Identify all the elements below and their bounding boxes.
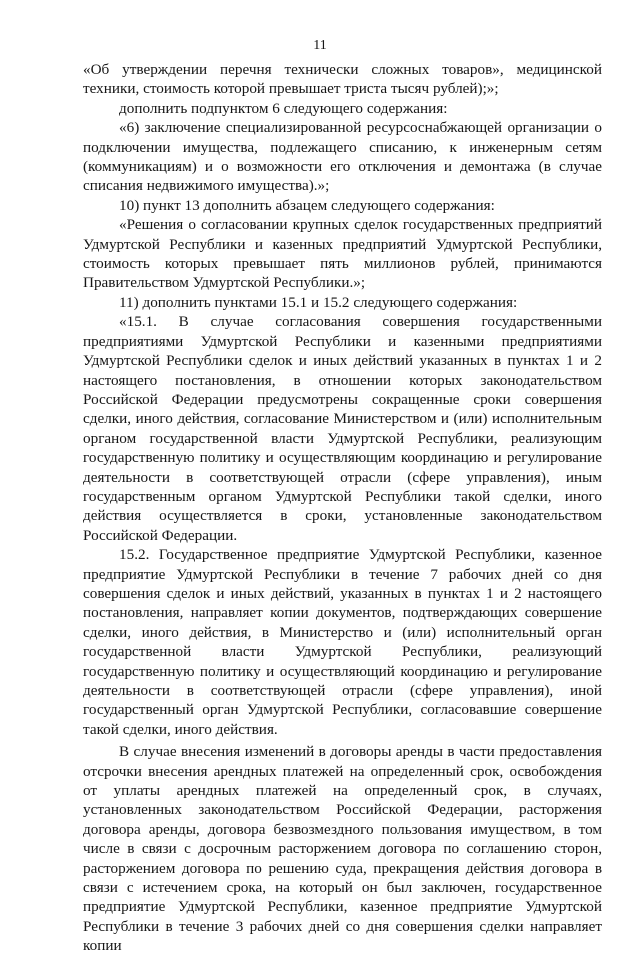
paragraph-5: «Решения о согласовании крупных сделок государственных предприятий Удмуртской Республики и казенных предприятий Удмуртской Республики, стоимость которых превышает пять миллионов рублей, принимаются Правительством Удмуртской Республики.»; — [83, 216, 602, 292]
paragraph-9: В случае внесения изменений в договоры аренды в части предоставления отсрочки внесения арендных платежей на определенный срок, освобождения от уплаты арендных платежей на определенный срок, в случаях, установленных законодательством Российской Федерации, расторжения договора аренды, договора безвозмездного пользования имуществом, в том числе в связи с досрочным расторжением договора по соглашению сторон, расторжением договора по решению суда, прекращения действия договора в связи с истечением срока, на который он был заключен, государственное предприятие Удмуртской Республики, казенное предприятие Удмуртской Республики в течение 3 рабочих дней со дня совершения сделки направляет копии — [83, 743, 602, 955]
paragraph-1: «Об утверждении перечня технически сложных товаров», медицинской техники, стоимость которой превышает триста тысяч рублей);»; — [83, 61, 602, 98]
paragraph-4: 10) пункт 13 дополнить абзацем следующего содержания: — [119, 196, 495, 214]
document-body — [83, 60, 602, 956]
paragraph-8: 15.2. Государственное предприятие Удмуртской Республики, казенное предприятие Удмуртской Республики в течение 7 рабочих дней со дня совершения сделок и иных действий, указанных в пунктах 1 и 2 настоящего постановления, направляет копии документов, подтверждающих совершение сделки, иного действия, в Министерство и (или) исполнительный орган государственной власти Удмуртской Республики, реализующий государственную политику и осуществляющий координацию и регулирование деятельности в соответствующей отрасли (сфере управления), иной государственный орган Удмуртской Республики, согласовавшие совершение такой сделки, иного действия. — [83, 546, 602, 738]
paragraph-3: «6) заключение специализированной ресурсоснабжающей организации о подключении имущества, подлежащего списанию, к инженерным сетям (коммуникациям) и о возможности его отключения и демонтажа (в случае списания недвижимого имущества).»; — [83, 119, 602, 195]
paragraph-2: дополнить подпунктом 6 следующего содержания: — [119, 99, 448, 117]
paragraph-6: 11) дополнить пунктами 15.1 и 15.2 следующего содержания: — [119, 293, 518, 311]
paragraph-7: «15.1. В случае согласования совершения государственными предприятиями Удмуртской Республики и казенными предприятиями Удмуртской Республики сделок и иных действий указанных в пунктах 1 и 2 настоящего постановления, в отношении которых законодательством Российской Федерации предусмотрены сокращенные сроки совершения сделки, иного действия, согласование Министерством и (или) исполнительным органом государственной власти Удмуртской Республики, реализующим государственную политику и осуществляющим координацию и регулирование деятельности в соответствующей отрасли (сфере управления), иным государственным органом Удмуртской Республики такой сделки, иного действия осуществляется в сроки, установленные законодательством Российской Федерации. — [83, 313, 602, 544]
page-number: 11 — [313, 38, 327, 53]
